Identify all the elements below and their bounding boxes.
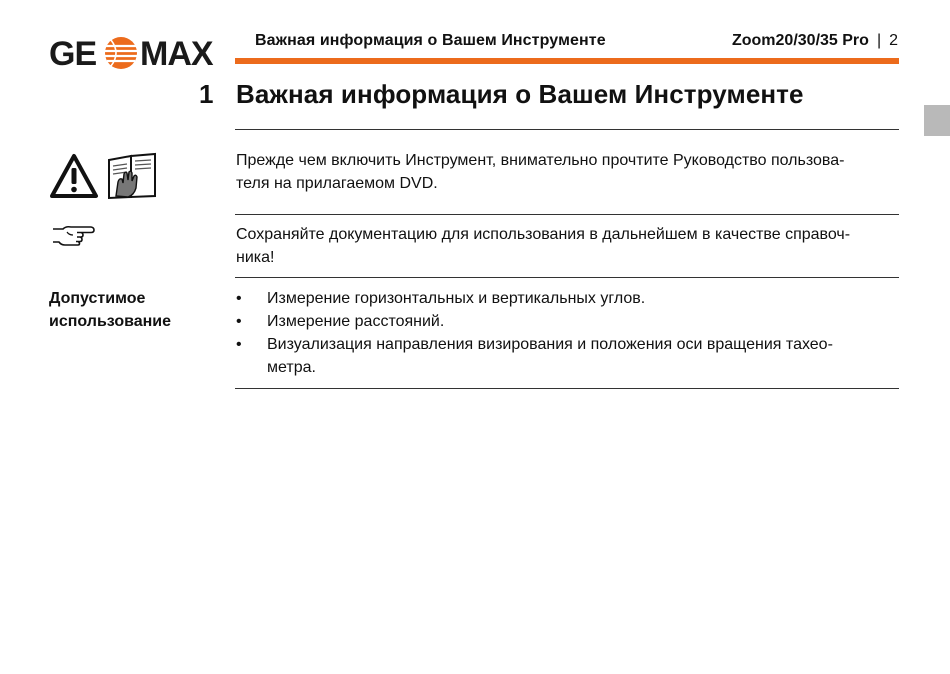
pointing-hand-icon	[51, 224, 95, 246]
chapter-number: 1	[199, 79, 214, 109]
page-number: 2	[889, 32, 898, 49]
intended-use-list	[236, 287, 900, 379]
header-product-page	[732, 32, 898, 50]
list-item: • Измерение горизонтальных и вертикальных углов.	[236, 287, 900, 310]
chapter-title: Важная информация о Вашем Инструменте	[236, 79, 804, 109]
header-separator: |	[876, 32, 882, 49]
svg-text:MAX: MAX	[140, 35, 213, 72]
list-item: • Измерение расстояний.	[236, 310, 900, 333]
divider	[235, 129, 899, 130]
svg-text:GE: GE	[49, 35, 97, 72]
header-product: Zoom20/30/35 Pro	[731, 32, 869, 49]
list-item: • Визуализация направления визирования и положения оси вращения тахео- метра.	[236, 333, 900, 379]
divider	[235, 277, 899, 278]
intended-use-label: Допустимое использование	[49, 290, 172, 330]
read-manual-text: Прежде чем включить Инструмент, внимательно прочтите Руководство пользова- теля на прилагаемом DVD.	[236, 152, 845, 192]
header-accent-bar	[235, 58, 899, 64]
geomax-logo	[49, 34, 215, 72]
header-title: Важная информация о Вашем Инструменте	[255, 32, 606, 49]
chapter-side-tab	[924, 105, 950, 136]
divider	[235, 214, 899, 215]
warning-icon	[49, 153, 99, 199]
divider	[235, 388, 899, 389]
manual-book-icon	[106, 152, 158, 200]
logo-globe-icon	[105, 37, 137, 69]
keep-docs-text: Сохраняйте документацию для использования в дальнейшем в качестве справоч- ника!	[236, 226, 851, 266]
